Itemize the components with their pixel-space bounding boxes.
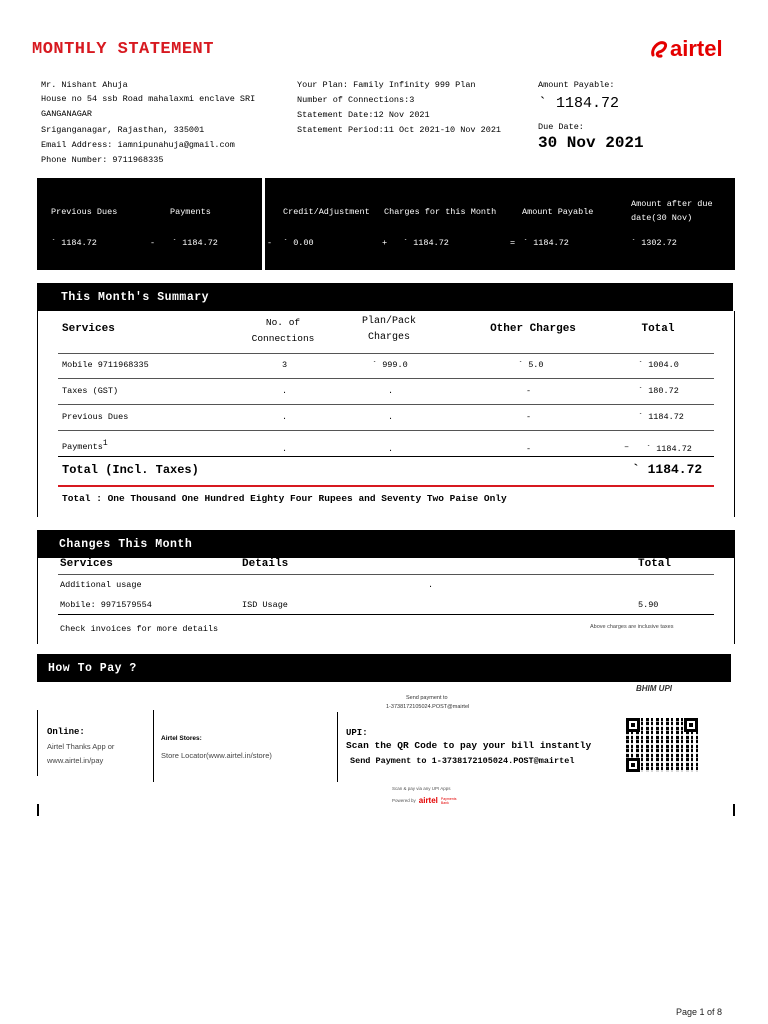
amount-payable-bar-label: Amount Payable	[522, 207, 594, 217]
powered-by-text: Powered by	[392, 798, 416, 803]
row-other: ` 5.0	[518, 360, 544, 370]
col-plan-2: Charges	[367, 332, 410, 343]
online-line1: Airtel Thanks App or	[47, 742, 115, 751]
row-connections: .	[282, 386, 288, 396]
changes-heading: Changes This Month	[37, 530, 735, 558]
row-plan: .	[388, 444, 394, 454]
plan-connections: Number of Connections:3	[297, 95, 415, 105]
changes-col-details: Details	[242, 558, 289, 570]
page-number: Page 1 of 8	[676, 1007, 723, 1017]
col-total: Total	[641, 323, 675, 335]
statement-period: Statement Period:11 Oct 2021-10 Nov 2021	[297, 125, 502, 135]
send-payment-line1: Send payment to	[406, 695, 448, 701]
row-divider	[58, 430, 714, 431]
row-divider	[58, 404, 714, 405]
row-connections: 3	[282, 360, 288, 370]
row-other: -	[526, 412, 532, 422]
footnote-marker: 1	[102, 439, 108, 448]
equals-sign: =	[510, 238, 516, 248]
plan-details	[297, 78, 537, 138]
changes-row1-dot: .	[428, 580, 434, 590]
header-divider	[58, 353, 714, 354]
send-payment-line2: 1-3738172105024.POST@mairtel	[386, 704, 470, 710]
stores-label: Airtel Stores:	[161, 735, 202, 742]
row-service	[62, 439, 108, 452]
changes-col-services: Services	[60, 558, 113, 570]
row-service: Previous Dues	[62, 412, 129, 422]
row-plan: .	[388, 386, 394, 396]
minus-sign-1: -	[150, 238, 156, 248]
total-value: ` 1184.72	[632, 462, 703, 477]
total-in-words: Total : One Thousand One Hundred Eighty Four Rupees and Seventy Two Paise Only	[62, 493, 507, 504]
qr-finder-bottom-left	[626, 758, 640, 772]
qr-code-icon[interactable]	[626, 718, 698, 772]
changes-col-total: Total	[638, 558, 672, 570]
after-due-label-2: date(30 Nov)	[631, 213, 693, 223]
changes-row2-total: 5.90	[638, 600, 659, 610]
after-due-label-1: Amount after due	[631, 199, 713, 209]
row-total: ` 180.72	[638, 386, 679, 396]
customer-email: Email Address: iamnipunahuja@gmail.com	[41, 140, 235, 150]
address-line-1: House no 54 ssb Road mahalaxmi enclave SRI	[41, 94, 256, 104]
airtel-logo: airtel	[650, 36, 740, 62]
customer-name: Mr. Nishant Ahuja	[41, 80, 128, 90]
page-title: MONTHLY STATEMENT	[32, 40, 214, 59]
row-total-prefix: –	[624, 442, 630, 452]
statement-date: Statement Date:12 Nov 2021	[297, 110, 430, 120]
dues-divider	[262, 178, 265, 270]
credit-label: Credit/Adjustment	[283, 207, 370, 217]
airtel-swirl-icon	[650, 39, 668, 59]
changes-row1-service: Additional usage	[60, 580, 142, 590]
summary-table	[37, 311, 735, 517]
payments-label: Payments	[170, 207, 211, 217]
col-connections-2: Connections	[251, 333, 315, 344]
summary-heading: This Month's Summary	[37, 283, 733, 311]
upi-line2: Send Payment to 1-3738172105024.POST@mairtel	[350, 756, 575, 766]
charges-value: ` 1184.72	[403, 238, 449, 248]
plan-name: Your Plan: Family Infinity 999 Plan	[297, 80, 476, 90]
powered-brand: airtel	[418, 796, 438, 805]
powered-by	[392, 796, 455, 805]
crop-mark-right	[733, 804, 735, 816]
row-service: Mobile 9711968335	[62, 360, 149, 370]
bhim-upi-logo: BHIM UPI	[636, 684, 672, 693]
changes-table	[37, 558, 735, 644]
prev-dues-value: ` 1184.72	[51, 238, 97, 248]
row-connections: .	[282, 412, 288, 422]
row-plan: .	[388, 412, 394, 422]
total-label: Total (Incl. Taxes)	[62, 463, 199, 477]
total-underline	[58, 485, 714, 487]
pay-divider-2	[337, 712, 338, 782]
pay-divider-1	[153, 710, 154, 782]
address-line-2: GANGANAGAR	[41, 109, 93, 119]
online-label-text: Online	[47, 727, 80, 737]
due-date-value: 30 Nov 2021	[538, 134, 644, 152]
changes-row2-details: ISD Usage	[242, 600, 288, 610]
col-other-charges: Other Charges	[490, 323, 576, 335]
row-service-text: Payments	[62, 441, 103, 452]
row-total: ` 1184.72	[646, 444, 692, 454]
col-plan-1: Plan/Pack	[361, 316, 416, 327]
minus-sign-2: -	[267, 238, 273, 248]
dues-summary-bar	[37, 178, 735, 270]
prev-dues-label: Previous Dues	[51, 207, 118, 217]
online-label: Online:	[47, 727, 85, 737]
changes-header-divider	[58, 574, 714, 575]
row-service: Taxes (GST)	[62, 386, 119, 396]
changes-row2-service: Mobile: 9971579554	[60, 600, 152, 610]
row-divider	[58, 456, 714, 457]
charges-label: Charges for this Month	[384, 207, 497, 217]
col-services: Services	[62, 323, 115, 335]
amount-payable-label: Amount Payable:	[538, 80, 615, 90]
changes-row-divider	[58, 614, 714, 615]
after-due-value: ` 1302.72	[631, 238, 677, 248]
stores-line[interactable]: Store Locator(www.airtel.in/store)	[161, 751, 272, 760]
row-divider	[58, 378, 714, 379]
plus-sign: +	[382, 238, 388, 248]
payments-value: ` 1184.72	[172, 238, 218, 248]
amount-payable-bar-value: ` 1184.72	[523, 238, 569, 248]
amount-payable-value: ` 1184.72	[538, 95, 620, 112]
scan-pay-line: Scan & pay via any UPI Apps	[392, 786, 451, 791]
online-line2[interactable]: www.airtel.in/pay	[47, 756, 104, 765]
customer-phone: Phone Number: 9711968335	[41, 155, 164, 165]
row-plan: ` 999.0	[372, 360, 408, 370]
address-line-3: Sriganganagar, Rajasthan, 335001	[41, 125, 205, 135]
how-to-pay-heading: How To Pay ?	[37, 654, 731, 682]
qr-finder-top-left	[626, 718, 640, 732]
crop-mark-left	[37, 804, 39, 816]
upi-line1: Scan the QR Code to pay your bill instantly	[346, 740, 592, 751]
row-total: ` 1004.0	[638, 360, 679, 370]
row-other: -	[526, 386, 532, 396]
powered-suffix: Payments Bank	[440, 796, 457, 805]
pay-left-border	[37, 710, 38, 776]
row-total: ` 1184.72	[638, 412, 684, 422]
changes-footer-left: Check invoices for more details	[60, 624, 219, 634]
upi-label: UPI:	[346, 728, 368, 738]
due-date-label: Due Date:	[538, 122, 584, 132]
row-other: -	[526, 444, 532, 454]
credit-value: ` 0.00	[283, 238, 314, 248]
changes-footer-right: Above charges are inclusive taxes	[590, 624, 674, 630]
customer-details	[41, 78, 291, 168]
row-connections: .	[282, 444, 288, 454]
col-connections-1: No. of	[265, 317, 301, 328]
qr-finder-top-right	[684, 718, 698, 732]
